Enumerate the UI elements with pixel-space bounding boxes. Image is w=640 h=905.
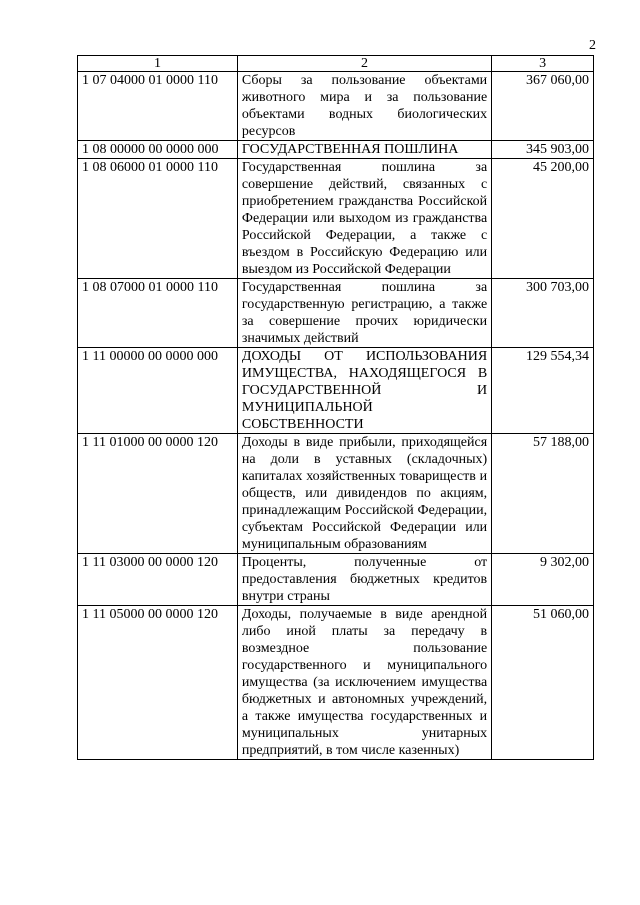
amount: 45 200,00 (492, 159, 594, 279)
revenue-name: Проценты, полученные от предоставления бюджетных кредитов внутри страны (237, 554, 491, 606)
budget-code: 1 11 03000 00 0000 120 (78, 554, 238, 606)
revenue-name: ДОХОДЫ ОТ ИСПОЛЬЗОВАНИЯ ИМУЩЕСТВА, НАХОДЯЩЕГОСЯ В ГОСУДАРСТВЕННОЙ И МУНИЦИПАЛЬНОЙ СОБСТВЕННОСТИ (237, 348, 491, 434)
budget-code: 1 08 00000 00 0000 000 (78, 141, 238, 159)
budget-code: 1 11 01000 00 0000 120 (78, 434, 238, 554)
table-row (78, 279, 594, 348)
revenue-name: Государственная пошлина за совершение действий, связанных с приобретением гражданства Российской Федерации или выходом из гражданства Российской Федерации, а также с въездом в Российскую Федерацию или выездом из Российской Федерации (237, 159, 491, 279)
table-row (78, 348, 594, 434)
column-header-1: 1 (78, 56, 238, 72)
budget-code: 1 07 04000 01 0000 110 (78, 72, 238, 141)
table-row (78, 159, 594, 279)
revenue-name: Доходы в виде прибыли, приходящейся на доли в уставных (складочных) капиталах хозяйственных товариществ и обществ, или дивидендов по акциям, принадлежащим Российской Федерации, субъектам Российской Федерации или муниципальным образованиям (237, 434, 491, 554)
revenue-name: Доходы, получаемые в виде арендной либо иной платы за передачу в возмездное пользование государственного и муниципального имущества (за исключением имущества бюджетных и автономных учреждений, а также имущества государственных и муниципальных унитарных предприятий, в том числе казенных) (237, 606, 491, 760)
budget-code: 1 11 00000 00 0000 000 (78, 348, 238, 434)
amount: 300 703,00 (492, 279, 594, 348)
revenue-name: Сборы за пользование объектами животного мира и за пользование объектами водных биологических ресурсов (237, 72, 491, 141)
table-row (78, 72, 594, 141)
table-row (78, 434, 594, 554)
table-row (78, 606, 594, 760)
revenue-name: ГОСУДАРСТВЕННАЯ ПОШЛИНА (237, 141, 491, 159)
budget-code: 1 11 05000 00 0000 120 (78, 606, 238, 760)
revenue-name: Государственная пошлина за государственную регистрацию, а также за совершение прочих юридически значимых действий (237, 279, 491, 348)
amount: 57 188,00 (492, 434, 594, 554)
amount: 129 554,34 (492, 348, 594, 434)
table-header-row (78, 56, 594, 72)
amount: 345 903,00 (492, 141, 594, 159)
table-row (78, 141, 594, 159)
budget-code: 1 08 06000 01 0000 110 (78, 159, 238, 279)
amount: 9 302,00 (492, 554, 594, 606)
page-number: 2 (589, 38, 596, 53)
column-header-3: 3 (492, 56, 594, 72)
amount: 367 060,00 (492, 72, 594, 141)
budget-code: 1 08 07000 01 0000 110 (78, 279, 238, 348)
budget-revenue-table (77, 55, 594, 760)
table-row (78, 554, 594, 606)
column-header-2: 2 (237, 56, 491, 72)
amount: 51 060,00 (492, 606, 594, 760)
